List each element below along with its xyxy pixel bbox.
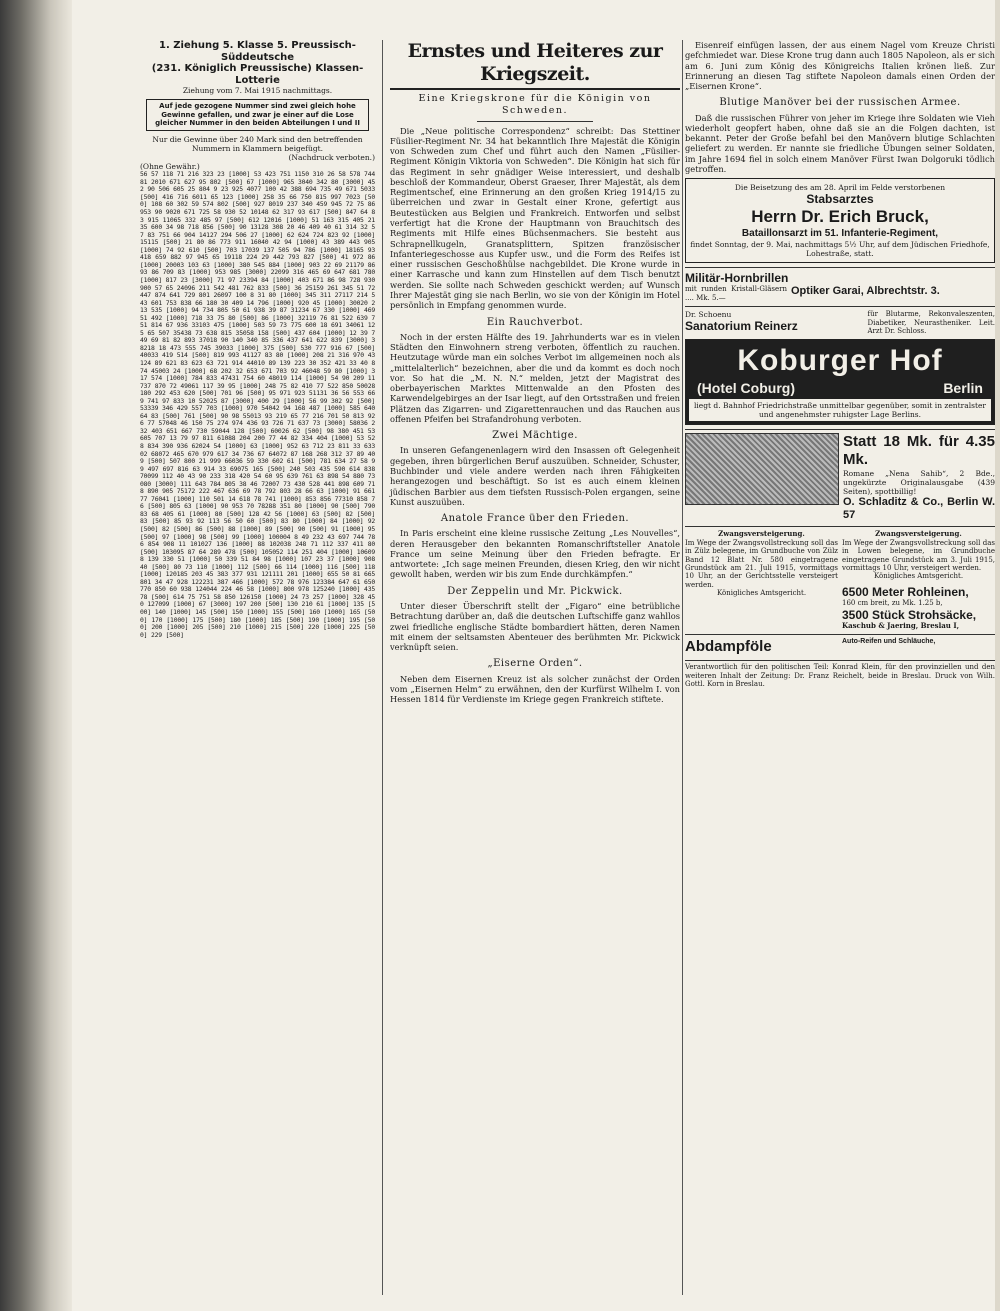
notice-footer: findet Sonntag, der 9. Mai, nachmittags 5½ Uhr, auf dem Jüdischen Friedhofe, Lohestraße, statt.	[690, 239, 990, 258]
article-body: In unseren Gefangenenlagern wird den Insassen oft Gelegenheit gegeben, ihren bürgerlichen Beruf auszuüben. Schneider, Schuster, Buchbinder und viele andere werden nach ihren Fähigkeiten herangezogen und beschäftigt. So ist es auch einem kleinen jüdischen Barbier aus dem tiefsten Russisch-Polen ergangen, seine Kunst auszuüben.	[390, 445, 680, 507]
article-body: Eisenreif einfügen lassen, der aus einem Nagel vom Kreuze Christi gefchmiedet war. Diese Krone trug dann auch 1805 Napoleon, als er sich am 6. Juni zum König des Königreichs Italien krönen ließ. Zur Erinnerung an diesen Tag stiftete Napoleon damals einen Orden der „Eisernen Krone“.	[685, 40, 995, 92]
novel-ad	[685, 429, 995, 522]
article-body: Noch in der ersten Hälfte des 19. Jahrhunderts war es in vielen Städten den Einwohnern streng verboten, öffentlich zu rauchen. Heutzutage würde man ein solches Verbot im allgemeinen noch als „mittelalterlich“ bezeichnen, aber die und da kommt es doch noch vor. So hat die „M. N. N.“ melden, jetzt der Magistrat des oberbayerischen Marktes Mittenwalde an den Pfosten des Karwendelgebirges an der Isar liegt, auf den Ortsstraßen und freien Plätzen das Zigarren- und Zigarettenrauchen und das Rauchen aus offenen Pfeifen bei Strafandrohung verboten.	[390, 331, 680, 424]
linen-text: 160 cm breit, zu Mk. 1.25 b,	[842, 599, 943, 608]
article-title: „Eiserne Orden“.	[487, 658, 583, 670]
page-edge	[995, 0, 1000, 1311]
divider	[477, 121, 593, 122]
column-divider	[382, 40, 383, 1295]
optician-name: Optiker Garai, Albrechtstr. 3.	[791, 285, 940, 298]
auction-notices	[685, 526, 995, 630]
lottery-column	[140, 40, 379, 1295]
lottery-numbers: 56 57 118 71 216 323 23 [1000] 53 423 751 1150 310 26 58 578 744 81 2010 671 627 95 802 [500] 67 [1000] 965 3040 342 80 [3000] 452 90 506 605 25 804 9 23 925 4077 100 42 388 694 735 49 671 5033 [500] 416 716 6011 65 123 [1000] 258 35 66 750 815 997 7023 [500] 108 60 302 59 574 802 [500] 927 8019 237 340 459 945 72 75 86 953 90 9020 671 725 58 930 52 10148 62 317 93 617 [500] 847 64 83 915 11065 332 485 97 [500] 612 12016 [1000] 51 163 315 405 21 35 600 34 98 718 856 [500] 90 13128 308 20 46 409 40 61 314 32 57 83 751 66 904 14127 294 506 27 [1000] 62 624 724 823 92 [1000] 15115 [500] 21 80 86 773 911 16040 42 94 [1000] 43 389 443 905 [1000] 74 92 610 [500] 703 17039 137 505 94 786 [1000] 18165 93 418 659 882 97 945 65 19118 224 29 442 793 827 [500] 41 972 86 [1000] 20003 103 63 [1000] 380 545 884 [1000] 903 22 69 21179 86 93 86 709 83 [1000] 953 985 [3000] 22099 316 465 69 647 681 780 [1000] 817 23 [3000] 71 97 23394 84 [1000] 403 671 86 98 728 930 900 57 65 24096 211 542 481 762 833 [500] 36 25159 261 345 51 72 447 874 641 729 801 26097 100 8 31 80 [1000] 345 311 27117 214 543 601 753 838 66 180 30 409 14 796 [1000] 920 45 [1000] 30020 213 535 [1000] 94 734 805 50 61 938 39 87 31234 67 330 [1000] 469 51 492 [1000] 718 33 75 80 [500] 86 [1000] 32119 76 81 522 639 751 814 67 936 33103 475 [1000] 503 59 73 775 600 18 691 34061 125 65 507 35438 73 638 815 35058 158 [500] 437 604 [1000] 12 39 749 69 81 82 893 37018 90 140 340 85 336 437 641 622 839 [3000] 38218 18 473 555 745 39033 [1000] 375 [500] 530 777 916 67 [500] 40033 419 514 [500] 819 993 41127 83 80 [1000] 208 21 316 970 43124 89 621 83 623 63 721 914 44010 89 139 223 30 352 421 33 40 874 45003 24 [1000] 68 202 32 653 671 703 92 46048 59 80 [1000] 317 574 [1000] 784 833 47431 754 60 48019 114 [1000] 54 90 209 11 737 870 72 49061 117 39 95 [1000] 248 75 82 410 77 522 850 50028 180 292 453 620 [500] 701 96 [500] 95 971 923 51131 36 56 553 669 741 97 833 10 52025 87 [3000] 400 29 [1000] 56 99 302 92 [500] 53339 346 429 557 703 [1000] 970 54042 94 168 487 [1000] 585 640 64 83 [500] 761 [500] 90 98 55013 93 219 65 77 216 701 50 813 926 77 57048 46 150 75 274 974 436 93 726 71 637 73 [3000] 58036 232 403 651 667 730 59044 128 [500] 60026 62 [500] 98 380 451 53 605 707 13 79 97 811 61088 204 200 77 44 82 334 404 [1000] 53 528 834 390 936 62024 54 [1000] 63 [1000] 952 63 712 23 811 33 63302 68072 465 670 979 617 34 736 67 64072 87 168 268 312 37 89 409 [500] 507 800 21 999 66036 59 330 602 61 [500] 781 634 27 58 99 497 697 816 63 914 33 69075 165 [500] 240 503 435 590 614 838 70099 112 40 43 90 233 318 420 54 60 95 639 761 63 898 54 880 73080 [3000] 111 643 784 805 38 46 72007 73 430 528 441 898 609 718 890 905 75172 222 467 636 69 78 792 803 28 66 63 [1000] 91 661 77 76041 [1000] 110 501 14 618 78 741 [1000] 853 856 77310 858 76 [500] 805 63 [1000] 90 953 70 78288 351 80 [1000] 90 [500] 79083 68 405 61 [1000] 80 [500] 128 42 56 [1000] 63 [500] 82 [500] 83 [500] 85 93 92 113 56 50 60 [500] 83 80 [1000] 84 [1000] 92 [500] 82 [500] 86 [500] 88 [1000] 89 [500] 90 [500] 91 [1000] 95 [500] 97 [1000] 98 [500] 99 [1000] 100004 8 49 232 43 697 744 786 854 908 11 101027 136 [1000] 88 102038 248 71 112 337 411 80 [500] 103095 87 64 289 478 [500] 105052 114 251 404 [1000] 106098 139 330 51 [1000] 50 339 51 84 98 [1000] 107 23 37 [1000] 908 40 [500] 80 73 110 [1000] 112 [500] 66 114 [1000] 116 [500] 118 [1000] 120185 203 45 383 377 931 121111 201 [1000] 655 50 81 665 801 34 47 928 122231 387 466 [1000] 572 78 976 123384 647 61 650 770 850 60 938 124044 224 46 58 [1000] 800 978 125240 [1000] 435 78 [500] 614 75 751 58 850 126150 [1000] 24 73 257 [1000] 328 450 127099 [1000] 67 [3000] 197 200 [500] 130 210 61 [1000] 135 [500] 140 [1000] 145 [500] 150 [1000] 155 [500] 160 [1000] 165 [500] 170 [1000] 175 [500] 180 [1000] 185 [500] 190 [1000] 195 [500] 200 [1000] 205 [500] 210 [1000] 215 [500] 220 [1000] 225 [500] 229 [500]	[140, 170, 379, 639]
article-title: Blutige Manöver bei der russischen Armee.	[719, 97, 961, 109]
lottery-date: Ziehung vom 7. Mai 1915 nachmittags.	[182, 86, 333, 95]
auction-text: Im Wege der Zwangsvollstreckung soll das in Zülz belegene, im Grundbuche von Zülz Band 12 Blatt Nr. 580 eingetragene Grundstück am 21. Juli 1915, vormittags 10 Uhr, an der Gerichtsstelle versteigert werden.	[685, 538, 838, 589]
imprint: Verantwortlich für den politischen Teil: Konrad Klein, für den provinziellen und den weiteren Inhalt der Zeitung: Dr. Franz Reichelt, beide in Breslau. Druck von Wilh. Gottl. Korn in Breslau.	[685, 660, 995, 688]
article-body: In Paris erscheint eine kleine russische Zeitung „Les Nouvelles“, deren Herausgeber den bekannten Romanschriftsteller Anatole France um seine Meinung über den Frieden befragte. Er antwortete: „Ich sage meinen Freunden, diesen Krieg, den wir nicht gewollt haben, werden wir bis zum Ende durchkämpfen.“	[390, 528, 680, 580]
article-title: Der Zeppelin und Mr. Pickwick.	[447, 585, 623, 597]
hotel-ad	[685, 339, 995, 425]
article-body: Neben dem Eisernen Kreuz ist als solcher zunächst der Orden vom „Eisernen Helm“ zu erwähnen, den der Kurfürst Wilhelm I. von Hessen 1814 für Verdienste im Kriege gegen Frankreich stiftete.	[390, 673, 680, 705]
ad-title: Statt 18 Mk. für 4.35 Mk.	[843, 433, 995, 469]
notice-rank: Stabsarztes	[806, 192, 874, 207]
lottery-heading-2: (231. Königlich Preussische) Klassen-Lotterie	[151, 63, 364, 86]
oil-ad-title: Abdampföle	[685, 638, 772, 656]
notice-name: Herrn Dr. Erich Bruck,	[751, 206, 929, 226]
hotel-text: liegt d. Bahnhof Friedrichstraße unmittelbar gegenüber, somit in zentralster und angenehmster ruhigster Lage Berlins.	[689, 399, 991, 421]
ad-sub: mit runden Kristall-Gläsern .... Mk. 5.—	[685, 285, 787, 302]
newspaper-page	[90, 0, 995, 1311]
ads-column	[685, 40, 995, 1295]
article-body: Unter dieser Überschrift stellt der „Figaro“ eine betrübliche Betrachtung darüber an, daß die deutschen Luftschiffe ganz wahllos zwei friedliche englische Städte bombardiert hätten, deren Namen mit einem der seltsamsten Abenteuer des berühmten Mr. Pickwick verknüpft seien.	[390, 600, 680, 653]
notice-unit: Bataillonsarzt im 51. Infanterie-Regiment,	[741, 227, 939, 239]
lottery-reprint: (Nachdruck verboten.)	[288, 153, 375, 163]
tire-ad-title: Auto-Reifen und Schläuche,	[842, 638, 936, 646]
ad-firm: O. Schladitz & Co., Berlin W. 57	[843, 496, 995, 522]
obituary-notice	[685, 178, 995, 263]
lottery-note: Nur die Gewinne über 240 Mark sind den betreffenden Nummern in Klammern beigefügt.	[152, 134, 363, 153]
optician-ad	[685, 267, 995, 302]
book-binding	[0, 0, 72, 1311]
column-divider	[682, 40, 683, 1295]
ad-text: Romane „Nena Sahib“, 2 Bde., ungekürzte Originalausgabe (439 Seiten), spottbillig!	[843, 469, 995, 497]
sanatorium-ad	[685, 306, 995, 335]
lottery-heading-1: 1. Ziehung 5. Klasse 5. Preussisch-Süddeutsche	[159, 40, 356, 63]
section-title: Ernstes und Heiteres zur Kriegszeit.	[390, 40, 680, 90]
article-title: Anatole France über den Frieden.	[440, 513, 630, 525]
article-title: Zwei Mächtige.	[492, 430, 578, 442]
straw-title: 3500 Stück Strohsäcke,	[842, 607, 977, 622]
lottery-box-note: Auf jede gezogene Nummer sind zwei gleich hohe Gewinne gefallen, und zwar je einer auf die Lose gleicher Nummer in den beiden Abteilungen I und II	[146, 99, 369, 131]
portrait-image	[685, 433, 839, 505]
article-body: Die „Neue politische Correspondenz“ schreibt: Das Stettiner Füsilier-Regiment Nr. 34 hat bekanntlich Ihre Majestät die Königin von Schweden zum Chef und führt auch den Namen „Füsilier-Regiment Königin Viktoria von Schweden“. Die Königin hat sich für das Regiment in sehr gnädiger Weise interessiert, und deshalb beschloß der Kommandeur, Oberst Graeser, Ihrer Majestät, als dem Regimentschef, eine Erinnerung an den großen Krieg 1914/15 zu überreichen und zwar in Gestalt einer Krone, gefertigt aus Beutestücken aus Belgien und Frankreich. Entworfen und selbst verfertigt hat die Krone der Hauptmann von Brauchitsch des Regiments mit Hilfe eines Büchsenmachers. Sie besteht aus Schrapnellkugeln, Granatsplittern, Spitzen französischer Infanteriegeschosse aus Kupfer usw., und die Form des Reifes ist einer russischen Geschoßhülse nachgebildet. Die Krone wurde in einer Karrasche und kann zum Hinstellen auf dem Tisch benutzt werden. Sie sollte nach Schweden geschickt werden; auf Wunsch Ihrer Majestät ging sie nach Berlin, wo sie von der Königin im Hotel persönlich in Empfang genommen wurde.	[390, 125, 680, 311]
auction-title: Zwangsversteigerung.	[718, 529, 805, 539]
linen-title: 6500 Meter Rohleinen,	[842, 584, 969, 599]
small-ads	[685, 634, 995, 656]
auction-court: Königliches Amtsgericht.	[873, 572, 964, 581]
notice-intro: Die Beisetzung des am 28. April im Felde verstorbenen	[734, 183, 946, 193]
auction-text: Im Wege der Zwangsvollstreckung soll das in Lowen belegene, im Grundbuche eingetragene Grundstück am 3. Juli 1915, vormittags 10 Uhr, versteigert werden.	[842, 538, 995, 573]
article-title: Eine Kriegskrone für die Königin von Schweden.	[418, 93, 652, 116]
articles-column	[390, 40, 680, 1295]
article-body: Daß die russischen Führer von jeher im Kriege ihre Soldaten wie Vieh wiederholt geopfert haben, ohne daß sie an die Folgen dachten, ist bekannt. Peter der Große befahl bei den Manövern blutige Schlachten geliefert zu werden. Er nannte sie friedliche Übungen seiner Soldaten, im Jahre 1694 fiel in solch einem Manöver Fürst Iwan Dolgoruki tödlich getroffen.	[685, 112, 995, 174]
article-title: Ein Rauchverbot.	[486, 316, 584, 328]
hotel-city: Berlin	[943, 380, 983, 396]
auction-court: Königliches Amtsgericht.	[716, 589, 807, 598]
auction-title: Zwangsversteigerung.	[875, 529, 962, 539]
doctor-name: Dr. Schoenu	[685, 310, 732, 320]
hotel-name: Koburger Hof	[737, 344, 943, 378]
lottery-guarantee: (Ohne Gewähr.)	[140, 162, 200, 172]
linen-firm: Kaschub & Jaering, Breslau I,	[842, 620, 960, 630]
hotel-sub: (Hotel Coburg)	[697, 380, 795, 396]
sanatorium-name: Sanatorium Reinerz	[685, 319, 798, 334]
sanatorium-text: für Blutarme, Rekonvaleszenten, Diabetiker, Neurastheniker. Leit. Arzt Dr. Schloss.	[867, 310, 995, 336]
ad-title: Militär-Hornbrillen	[685, 270, 789, 285]
